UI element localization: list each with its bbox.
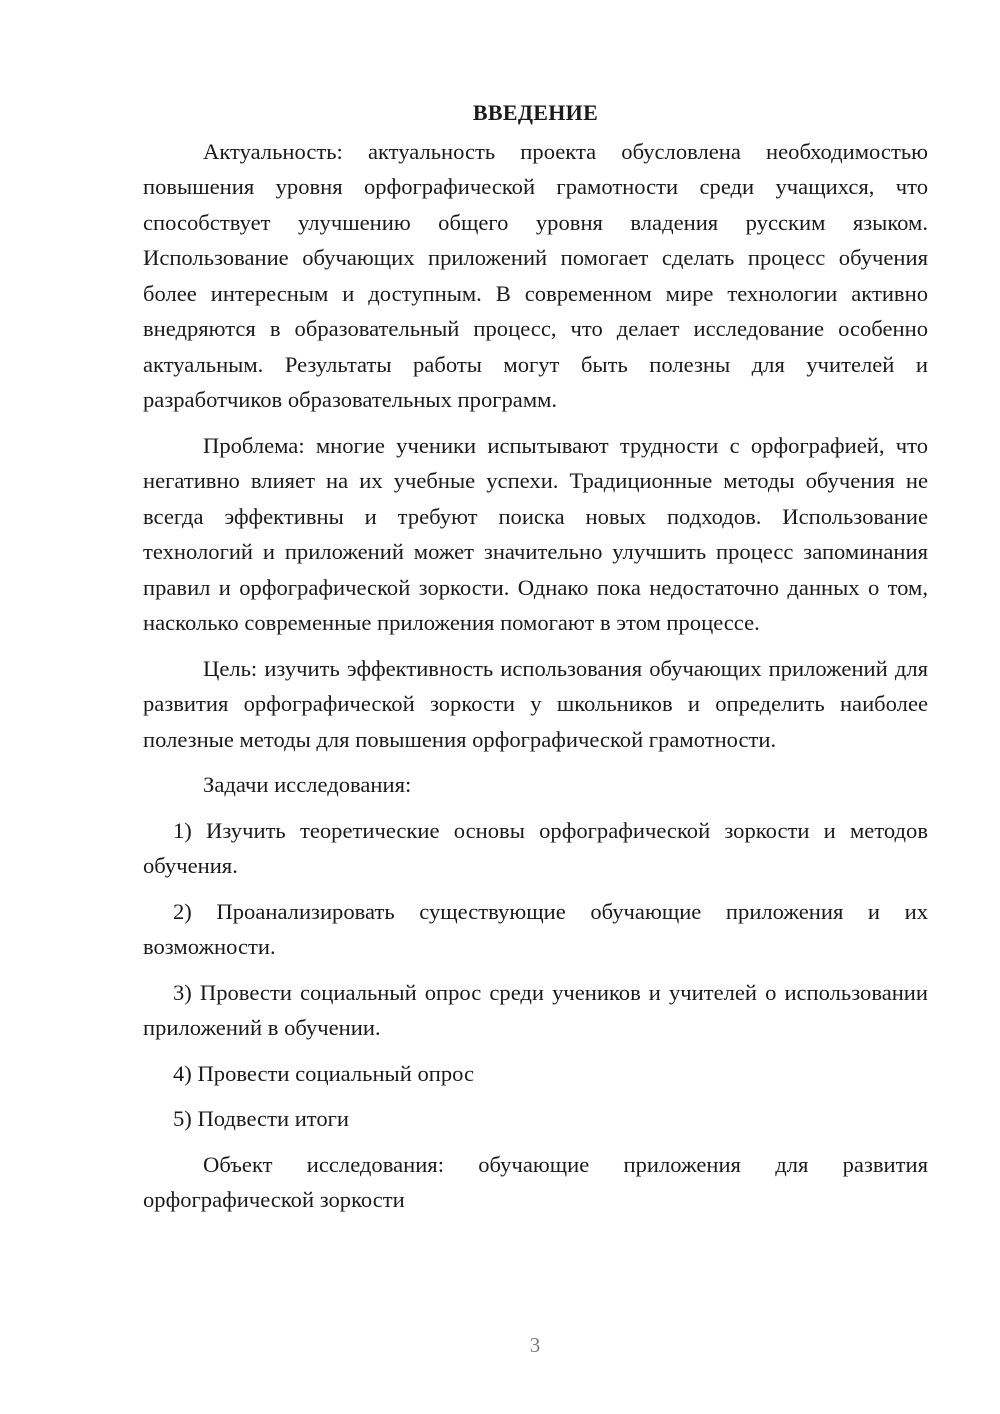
task-item-3: 3) Провести социальный опрос среди учеников и учителей о использовании приложений в обучении. <box>143 979 928 1040</box>
paragraph-relevance: Актуальность: актуальность проекта обусловлена необходимостью повышения уровня орфографической грамотности среди учащихся, что способствует улучшению общего уровня владения русским языком. Использование обучающих приложений помогает сделать процесс обучения более интересным и доступным. В современном мире технологии активно внедряются в образовательный процесс, что делает исследование особенно актуальным. Результаты работы могут быть полезны для учителей и разработчиков образовательных программ. <box>143 138 928 412</box>
paragraph-goal: Цель: изучить эффективность использования обучающих приложений для развития орфографической зоркости у школьников и определить наиболее полезные методы для повышения орфографической грамотности. <box>143 655 928 752</box>
section-title: ВВЕДЕНИЕ <box>472 100 599 125</box>
paragraph-problem: Проблема: многие ученики испытывают трудности с орфографией, что негативно влияет на их учебные успехи. Традиционные методы обучения не всегда эффективны и требуют поиска новых подходов. Использование технологий и приложений может значительно улучшить процесс запоминания правил и орфографической зоркости. Однако пока недостаточно данных о том, насколько современные приложения помогают в этом процессе. <box>143 432 928 635</box>
task-item-2: 2) Проанализировать существующие обучающие приложения и их возможности. <box>143 898 928 959</box>
task-item-1: 1) Изучить теоретические основы орфографической зоркости и методов обучения. <box>143 817 928 878</box>
tasks-heading: Задачи исследования: <box>203 772 412 797</box>
task-item-5: 5) Подвести итоги <box>173 1106 350 1131</box>
paragraph-object: Объект исследования: обучающие приложения для развития орфографической зоркости <box>143 1151 928 1212</box>
task-item-4: 4) Провести социальный опрос <box>173 1060 475 1086</box>
page-content <box>143 95 928 1228</box>
page-number: 3 <box>529 1333 541 1357</box>
